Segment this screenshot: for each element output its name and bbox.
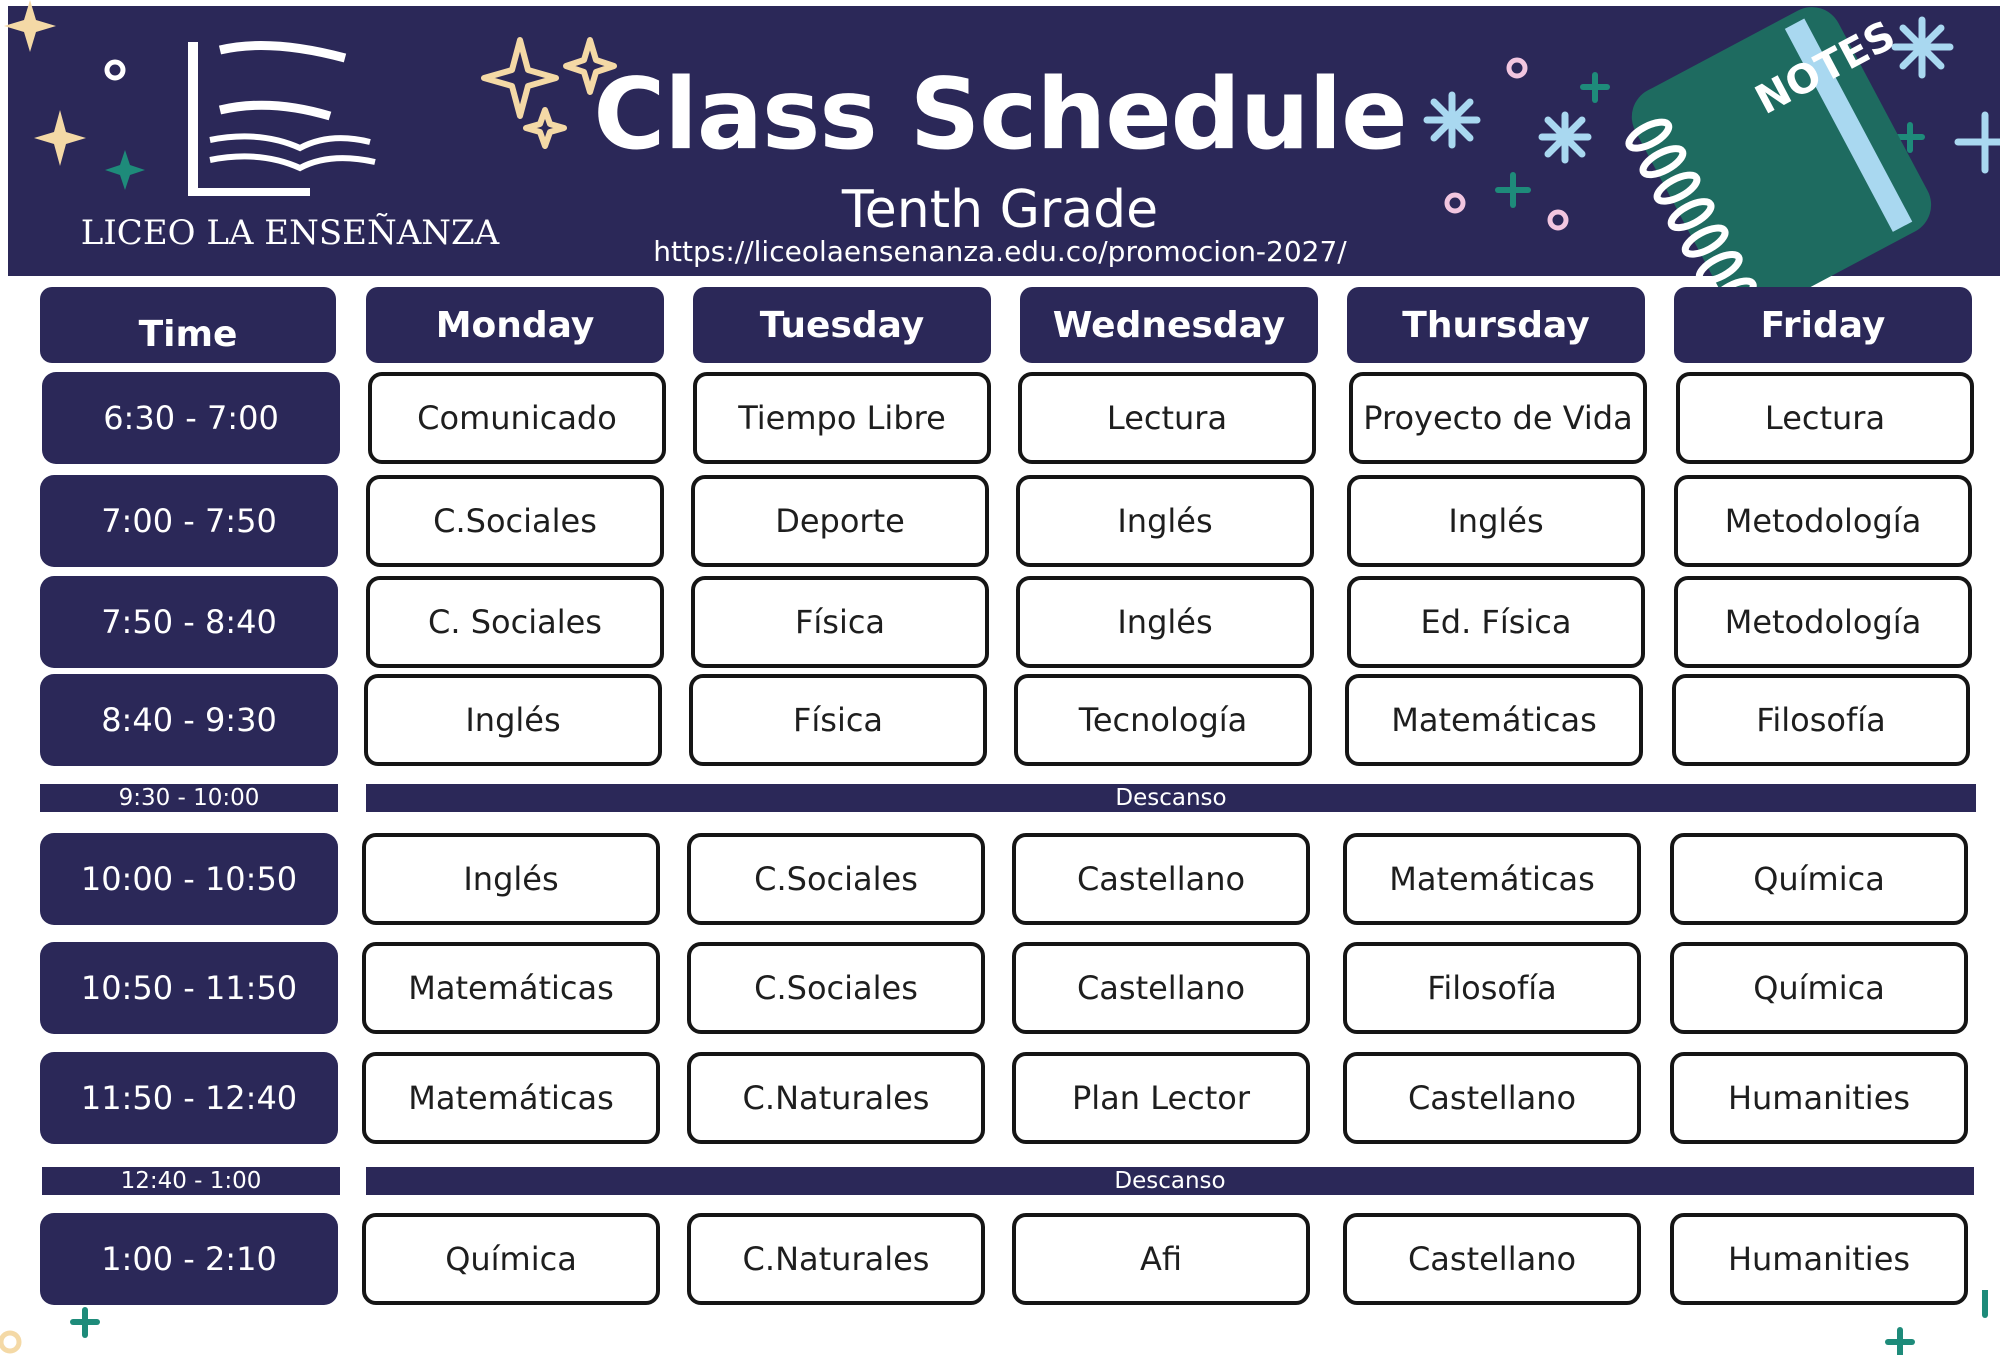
day-header-wednesday: Wednesday: [1020, 287, 1318, 363]
class-cell[interactable]: Matemáticas: [362, 942, 660, 1034]
sparkle-decoration-icon: [0, 1290, 2000, 1355]
class-cell[interactable]: Humanities: [1670, 1213, 1968, 1305]
day-header-tuesday: Tuesday: [693, 287, 991, 363]
class-cell[interactable]: Química: [1670, 942, 1968, 1034]
time-slot: 11:50 - 12:40: [40, 1052, 338, 1144]
class-cell[interactable]: Deporte: [691, 475, 989, 567]
school-url[interactable]: https://liceolaensenanza.edu.co/promocion-2027/: [653, 235, 1347, 268]
class-cell[interactable]: Castellano: [1343, 1213, 1641, 1305]
class-cell[interactable]: C. Sociales: [366, 576, 664, 668]
class-cell[interactable]: C.Sociales: [687, 833, 985, 925]
class-cell[interactable]: C.Naturales: [687, 1213, 985, 1305]
class-cell[interactable]: C.Sociales: [687, 942, 985, 1034]
school-name: LICEO LA ENSEÑANZA: [80, 213, 500, 253]
class-cell[interactable]: C.Naturales: [687, 1052, 985, 1144]
class-cell[interactable]: Castellano: [1012, 833, 1310, 925]
break-time: 12:40 - 1:00: [42, 1167, 340, 1195]
break-time: 9:30 - 10:00: [40, 784, 338, 812]
class-cell[interactable]: Lectura: [1676, 372, 1974, 464]
class-cell[interactable]: Castellano: [1012, 942, 1310, 1034]
class-cell[interactable]: Metodología: [1674, 576, 1972, 668]
class-cell[interactable]: Ed. Física: [1347, 576, 1645, 668]
class-cell[interactable]: Física: [691, 576, 989, 668]
class-cell[interactable]: Inglés: [1016, 576, 1314, 668]
day-header-monday: Monday: [366, 287, 664, 363]
class-cell[interactable]: Tiempo Libre: [693, 372, 991, 464]
class-cell[interactable]: Química: [362, 1213, 660, 1305]
class-cell[interactable]: Castellano: [1343, 1052, 1641, 1144]
class-cell[interactable]: Inglés: [364, 674, 662, 766]
page-subtitle: Tenth Grade: [841, 180, 1159, 240]
class-cell[interactable]: Inglés: [1347, 475, 1645, 567]
class-cell[interactable]: Afi: [1012, 1213, 1310, 1305]
page-title: Class Schedule: [593, 58, 1407, 172]
class-cell[interactable]: Matemáticas: [1343, 833, 1641, 925]
time-column-header: Time: [40, 287, 336, 363]
class-cell[interactable]: Química: [1670, 833, 1968, 925]
day-header-friday: Friday: [1674, 287, 1972, 363]
class-cell[interactable]: Inglés: [362, 833, 660, 925]
class-cell[interactable]: Matemáticas: [1345, 674, 1643, 766]
class-cell[interactable]: Inglés: [1016, 475, 1314, 567]
class-cell[interactable]: Filosofía: [1672, 674, 1970, 766]
time-slot: 10:50 - 11:50: [40, 942, 338, 1034]
class-cell[interactable]: Proyecto de Vida: [1349, 372, 1647, 464]
time-slot: 6:30 - 7:00: [42, 372, 340, 464]
time-slot: 10:00 - 10:50: [40, 833, 338, 925]
class-cell[interactable]: C.Sociales: [366, 475, 664, 567]
class-cell[interactable]: Humanities: [1670, 1052, 1968, 1144]
class-cell[interactable]: Comunicado: [368, 372, 666, 464]
break-bar: Descanso: [366, 1167, 1974, 1195]
class-cell[interactable]: Matemáticas: [362, 1052, 660, 1144]
class-cell[interactable]: Plan Lector: [1012, 1052, 1310, 1144]
class-cell[interactable]: Metodología: [1674, 475, 1972, 567]
class-cell[interactable]: Lectura: [1018, 372, 1316, 464]
break-bar: Descanso: [366, 784, 1976, 812]
class-cell[interactable]: Física: [689, 674, 987, 766]
notebook-label: NOTES: [1748, 12, 1903, 124]
class-cell[interactable]: Filosofía: [1343, 942, 1641, 1034]
time-slot: 7:00 - 7:50: [40, 475, 338, 567]
time-slot: 7:50 - 8:40: [40, 576, 338, 668]
time-slot: 8:40 - 9:30: [40, 674, 338, 766]
day-header-thursday: Thursday: [1347, 287, 1645, 363]
class-cell[interactable]: Tecnología: [1014, 674, 1312, 766]
time-slot: 1:00 - 2:10: [40, 1213, 338, 1305]
notebook-icon: [1600, 0, 1940, 290]
